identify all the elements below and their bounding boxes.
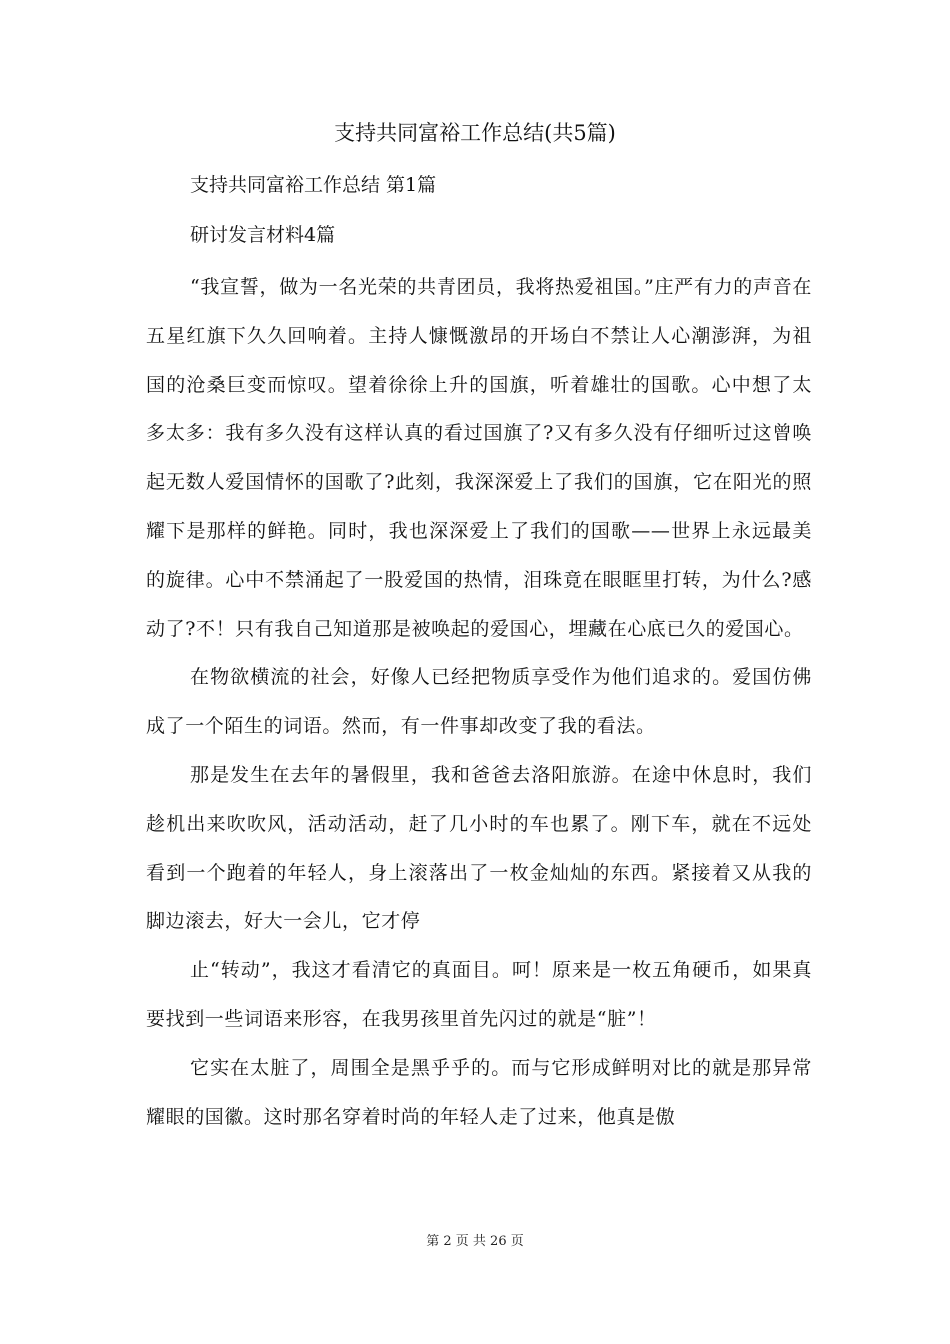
paragraph: 它实在太脏了，周围全是黑乎乎的。而与它形成鲜明对比的就是那异常耀眼的国徽。这时那名穿着时尚的年轻人走了过来，他真是傲 (146, 1056, 812, 1128)
paragraph: 那是发生在去年的暑假里，我和爸爸去洛阳旅游。在途中休息时，我们趁机出来吹吹风，活动活动，赶了几小时的车也累了。刚下车，就在不远处看到一个跑着的年轻人，身上滚落出了一枚金灿灿的东西。紧接着又从我的脚边滚去，好大一会儿，它才停 (146, 763, 812, 933)
body-text (146, 263, 812, 1141)
paragraph: “我宣誓，做为一名光荣的共青团员，我将热爱祖国。”庄严有力的声音在五星红旗下久久回响着。主持人慷慨激昂的开场白不禁让人心潮澎湃，为祖国的沧桑巨变而惊叹。望着徐徐上升的国旗，听着雄壮的国歌。心中想了太多太多：我有多久没有这样认真的看过国旗了?又有多久没有仔细听过这曾唤起无数人爱国情怀的国歌了?此刻，我深深爱上了我们的国旗，它在阳光的照耀下是那样的鲜艳。同时，我也深深爱上了我们的国歌——世界上永远最美的旋律。心中不禁涌起了一股爱国的热情，泪珠竟在眼眶里打转，为什么?感动了?不！只有我自己知道那是被唤起的爱国心，埋藏在心底已久的爱国心。 (146, 276, 812, 640)
subheading-speech-materials: 研讨发言材料4篇 (190, 224, 336, 246)
paragraph: 止“转动”，我这才看清它的真面目。呵！原来是一枚五角硬币，如果真要找到一些词语来形容，在我男孩里首先闪过的就是“脏”！ (146, 959, 812, 1030)
subheading-part-1: 支持共同富裕工作总结 第1篇 (190, 174, 437, 196)
paragraph: 在物欲横流的社会，好像人已经把物质享受作为他们追求的。爱国仿佛成了一个陌生的词语。然而，有一件事却改变了我的看法。 (146, 666, 812, 738)
page-number-footer: 第 2 页 共 26 页 (426, 1234, 524, 1249)
document-title: 支持共同富裕工作总结(共5篇) (334, 121, 616, 145)
